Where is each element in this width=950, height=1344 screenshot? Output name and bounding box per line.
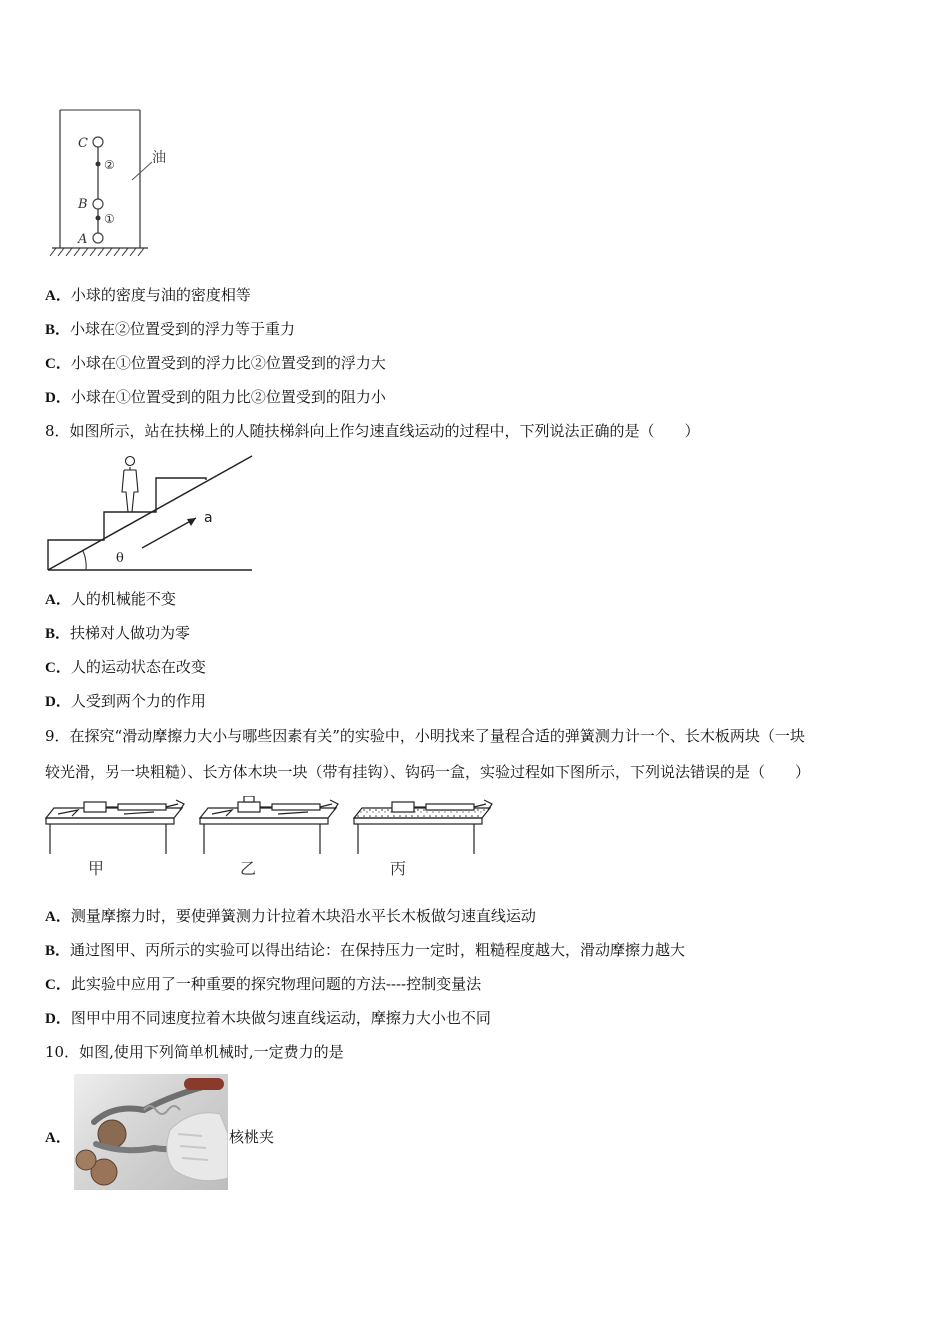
label-b: B [78,197,88,212]
q7-option-c[interactable] [45,352,386,375]
q9-stem-line2: 较光滑，另一块粗糙）、长方体木块一块（带有挂钩）、钩码一盒，实验过程如下图所示，下列说法错误的是（ ） [45,763,811,781]
option-letter: A． [45,592,71,608]
label-position-1: ① [104,212,115,226]
q10-option-a-letter[interactable] [45,1126,71,1149]
option-letter: D． [45,390,71,406]
q9-option-c[interactable] [45,973,481,996]
option-text: 通过图甲、丙所示的实验可以得出结论：在保持压力一定时，粗糙程度越大，滑动摩擦力越大 [70,941,686,959]
option-letter: B． [45,943,71,959]
q10-option-a-caption: 核桃夹 [229,1128,275,1146]
option-text: 人的机械能不变 [70,590,176,608]
friction-figures [44,796,524,882]
q9-stem-line1: 9．在探究“滑动摩擦力大小与哪些因素有关”的实验中，小明找来了量程合适的弹簧测力计一个、长木板两块（一块 [45,727,805,745]
option-letter: C． [45,977,71,993]
option-text: 小球在①位置受到的浮力比②位置受到的浮力大 [70,354,386,372]
option-text: 测量摩擦力时，要使弹簧测力计拉着木块沿水平长木板做匀速直线运动 [70,907,536,925]
table-yi [200,796,338,854]
option-letter: A． [45,909,71,925]
option-text: 小球在②位置受到的浮力等于重力 [70,320,296,338]
oil-column-figure [40,100,180,270]
label-a: A [78,232,88,247]
q7-option-a[interactable] [45,284,251,307]
option-letter: A． [45,288,71,304]
option-letter: D． [45,1011,71,1027]
table-bing [354,800,492,854]
label-c: C [78,136,88,151]
label-bing: 丙 [390,859,407,878]
q7-option-b[interactable] [45,318,295,341]
option-text: 人的运动状态在改变 [70,658,206,676]
q9-option-d[interactable] [45,1007,491,1030]
option-letter: B． [45,322,71,338]
label-position-2: ② [104,158,115,172]
table-jia [46,800,184,854]
q8-option-a[interactable] [45,588,176,611]
label-jia: 甲 [88,859,105,878]
option-text: 小球在①位置受到的阻力比②位置受到的阻力小 [70,388,386,406]
q8-option-d[interactable] [45,690,206,713]
q9-option-a[interactable] [45,905,536,928]
option-letter: C． [45,660,71,676]
q7-option-d[interactable] [45,386,386,409]
option-letter: B． [45,626,71,642]
option-text: 此实验中应用了一种重要的探究物理问题的方法----控制变量法 [70,975,482,993]
q10-stem: 10．如图,使用下列简单机械时,一定费力的是 [45,1043,344,1061]
q9-option-b[interactable] [45,939,685,962]
q8-stem: 8．如图所示，站在扶梯上的人随扶梯斜向上作匀速直线运动的过程中，下列说法正确的是（ ） [45,422,700,440]
q8-option-b[interactable] [45,622,190,645]
escalator-figure [46,452,256,576]
option-text: 人受到两个力的作用 [70,692,206,710]
option-letter: D． [45,694,71,710]
label-theta: θ [116,551,124,566]
option-letter: A． [45,1130,71,1146]
label-yi: 乙 [240,859,257,878]
walnut-cracker-photo [74,1074,228,1190]
label-oil: 油 [152,150,166,166]
option-text: 图甲中用不同速度拉着木块做匀速直线运动，摩擦力大小也不同 [70,1009,491,1027]
option-text: 扶梯对人做功为零 [70,624,191,642]
label-accel: a [204,510,213,526]
q8-option-c[interactable] [45,656,206,679]
option-letter: C． [45,356,71,372]
option-text: 小球的密度与油的密度相等 [70,286,251,304]
